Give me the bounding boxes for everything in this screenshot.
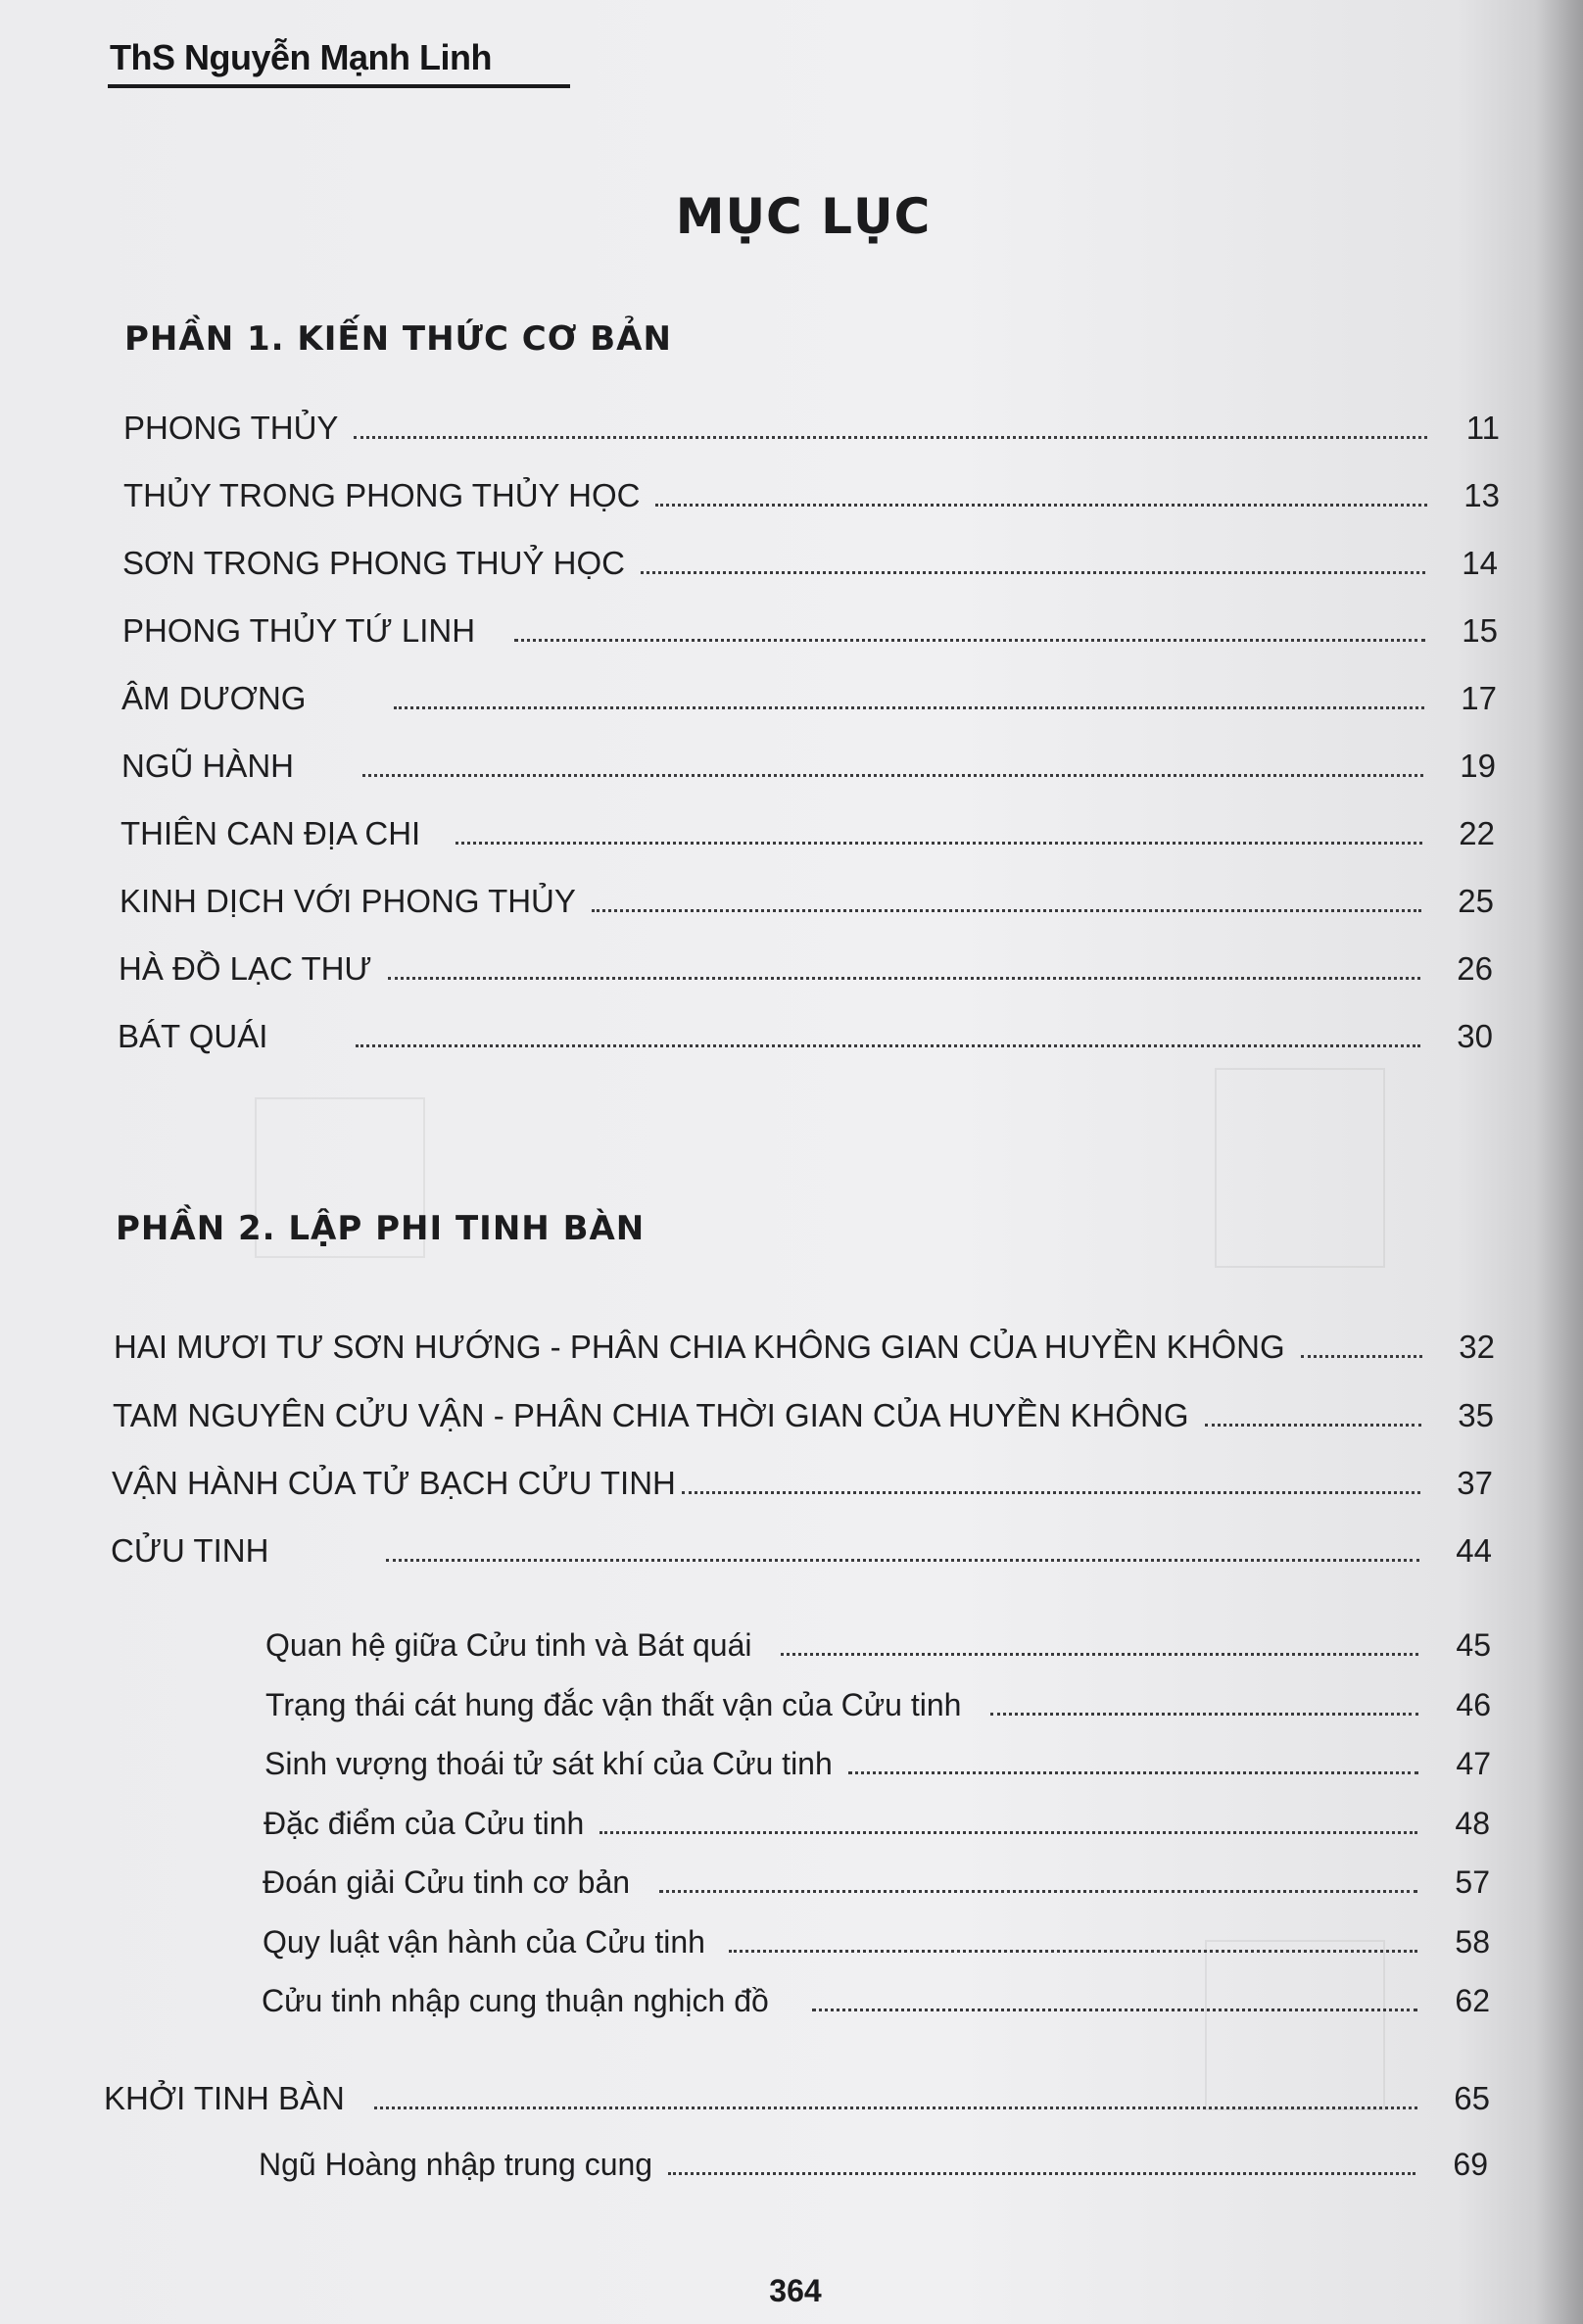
toc-entry[interactable]	[121, 674, 1497, 717]
toc-subentry[interactable]	[265, 1680, 1491, 1723]
dot-leader	[682, 1491, 1420, 1494]
toc-entry[interactable]	[111, 1526, 1492, 1570]
toc-entry-page: 13	[1463, 477, 1500, 513]
toc-entry[interactable]	[119, 944, 1493, 988]
part-2-heading: PHẦN 2. LẬP PHI TINH BÀN	[116, 1209, 646, 1248]
toc-entry-page: 45	[1456, 1627, 1491, 1663]
dot-leader	[354, 436, 1427, 439]
dot-leader	[655, 504, 1427, 507]
toc-entry-page: 32	[1459, 1329, 1495, 1365]
dot-leader	[848, 1771, 1418, 1774]
toc-subentry[interactable]	[264, 1739, 1491, 1782]
toc-entry-page: 19	[1460, 748, 1496, 784]
toc-entry-label: ÂM DƯƠNG	[121, 680, 307, 716]
toc-entry-label: HÀ ĐỒ LẠC THƯ	[119, 950, 372, 987]
toc-entry[interactable]	[104, 2074, 1490, 2117]
toc-entry-page: 14	[1462, 545, 1498, 581]
show-through-box	[1215, 1068, 1385, 1268]
dot-leader	[514, 639, 1425, 642]
toc-entry-page: 11	[1465, 410, 1500, 446]
toc-entry-page: 30	[1457, 1018, 1493, 1054]
dot-leader	[990, 1713, 1418, 1716]
toc-entry-label: Đặc điểm của Cửu tinh	[264, 1806, 585, 1841]
toc-subentry[interactable]	[263, 1858, 1490, 1901]
toc-entry[interactable]	[112, 1459, 1493, 1502]
dot-leader	[374, 2106, 1417, 2109]
dot-leader	[1205, 1424, 1421, 1427]
running-header-author: ThS Nguyễn Mạnh Linh	[110, 37, 492, 77]
dot-leader	[729, 1950, 1417, 1953]
toc-entry-page: 44	[1456, 1532, 1492, 1569]
toc-subentry[interactable]	[265, 1621, 1491, 1664]
toc-entry-page: 69	[1453, 2147, 1488, 2182]
toc-entry-page: 26	[1457, 950, 1493, 987]
dot-leader	[388, 977, 1420, 980]
dot-leader	[659, 1890, 1417, 1893]
toc-entry-label: THIÊN CAN ĐỊA CHI	[120, 815, 421, 851]
toc-subentry[interactable]	[259, 2140, 1488, 2183]
toc-entry[interactable]	[122, 539, 1498, 582]
toc-entry-page: 17	[1461, 680, 1497, 716]
dot-leader	[362, 774, 1423, 777]
dot-leader	[641, 571, 1425, 574]
toc-entry-label: PHONG THỦY	[123, 410, 339, 446]
toc-entry-page: 48	[1455, 1806, 1490, 1841]
toc-entry-page: 47	[1456, 1746, 1491, 1781]
toc-entry-label: VẬN HÀNH CỦA TỬ BẠCH CỬU TINH	[112, 1465, 676, 1501]
header-rule	[108, 84, 570, 88]
toc-entry-page: 58	[1455, 1924, 1490, 1960]
toc-entry-label: THỦY TRONG PHONG THỦY HỌC	[123, 477, 641, 513]
toc-entry-page: 65	[1454, 2080, 1490, 2116]
toc-entry-label: Trạng thái cát hung đắc vận thất vận của Cửu tinh	[265, 1687, 962, 1722]
toc-entry[interactable]	[123, 471, 1500, 514]
toc-entry-page: 35	[1458, 1397, 1494, 1433]
toc-entry-page: 22	[1459, 815, 1495, 851]
toc-entry-label: Quan hệ giữa Cửu tinh và Bát quái	[265, 1627, 752, 1663]
toc-entry[interactable]	[120, 877, 1494, 920]
page-number: 364	[769, 2273, 822, 2308]
toc-entry-label: KINH DỊCH VỚI PHONG THỦY	[120, 883, 576, 919]
toc-entry-label: Quy luật vận hành của Cửu tinh	[263, 1924, 705, 1960]
dot-leader	[600, 1831, 1417, 1834]
toc-entry-label: TAM NGUYÊN CỬU VẬN - PHÂN CHIA THỜI GIAN CỦA HUYỀN KHÔNG	[113, 1397, 1189, 1433]
toc-subentry[interactable]	[263, 1917, 1490, 1961]
toc-entry[interactable]	[123, 404, 1500, 447]
dot-leader	[386, 1559, 1419, 1562]
toc-entry-label: KHỞI TINH BÀN	[104, 2080, 345, 2116]
toc-entry[interactable]	[113, 1391, 1494, 1434]
toc-entry[interactable]	[118, 1012, 1493, 1055]
toc-entry-label: CỬU TINH	[111, 1532, 269, 1569]
dot-leader	[812, 2009, 1417, 2011]
dot-leader	[668, 2172, 1415, 2175]
dot-leader	[781, 1653, 1418, 1656]
toc-entry-label: NGŨ HÀNH	[121, 748, 295, 784]
toc-entry-page: 25	[1458, 883, 1494, 919]
page-title: MỤC LỤC	[675, 188, 932, 245]
toc-entry-label: Đoán giải Cửu tinh cơ bản	[263, 1864, 631, 1900]
dot-leader	[456, 842, 1422, 845]
toc-entry-label: Ngũ Hoàng nhập trung cung	[259, 2147, 653, 2182]
toc-entry-page: 57	[1455, 1864, 1490, 1900]
toc-entry-page: 46	[1456, 1687, 1491, 1722]
toc-entry-label: HAI MƯƠI TƯ SƠN HƯỚNG - PHÂN CHIA KHÔNG GIAN CỦA HUYỀN KHÔNG	[114, 1329, 1285, 1365]
part-1-heading: PHẦN 1. KIẾN THỨC CƠ BẢN	[124, 319, 672, 359]
toc-entry-label: Cửu tinh nhập cung thuận nghịch đồ	[262, 1983, 769, 2018]
dot-leader	[394, 706, 1424, 709]
toc-entry-label: Sinh vượng thoái tử sát khí của Cửu tinh	[264, 1746, 833, 1781]
toc-entry-page: 15	[1462, 612, 1498, 649]
toc-entry[interactable]	[121, 742, 1496, 785]
toc-subentry[interactable]	[262, 1976, 1490, 2019]
toc-entry-page: 62	[1455, 1983, 1490, 2018]
dot-leader	[592, 909, 1421, 912]
toc-entry[interactable]	[120, 809, 1495, 852]
toc-entry-label: PHONG THỦY TỨ LINH	[122, 612, 476, 649]
dot-leader	[1301, 1355, 1422, 1358]
toc-entry-label: BÁT QUÁI	[118, 1018, 268, 1054]
toc-subentry[interactable]	[264, 1799, 1490, 1842]
toc-entry-label: SƠN TRONG PHONG THUỶ HỌC	[122, 545, 625, 581]
toc-entry[interactable]	[114, 1323, 1495, 1366]
dot-leader	[356, 1044, 1420, 1047]
toc-entry[interactable]	[122, 606, 1498, 650]
toc-entry-page: 37	[1457, 1465, 1493, 1501]
